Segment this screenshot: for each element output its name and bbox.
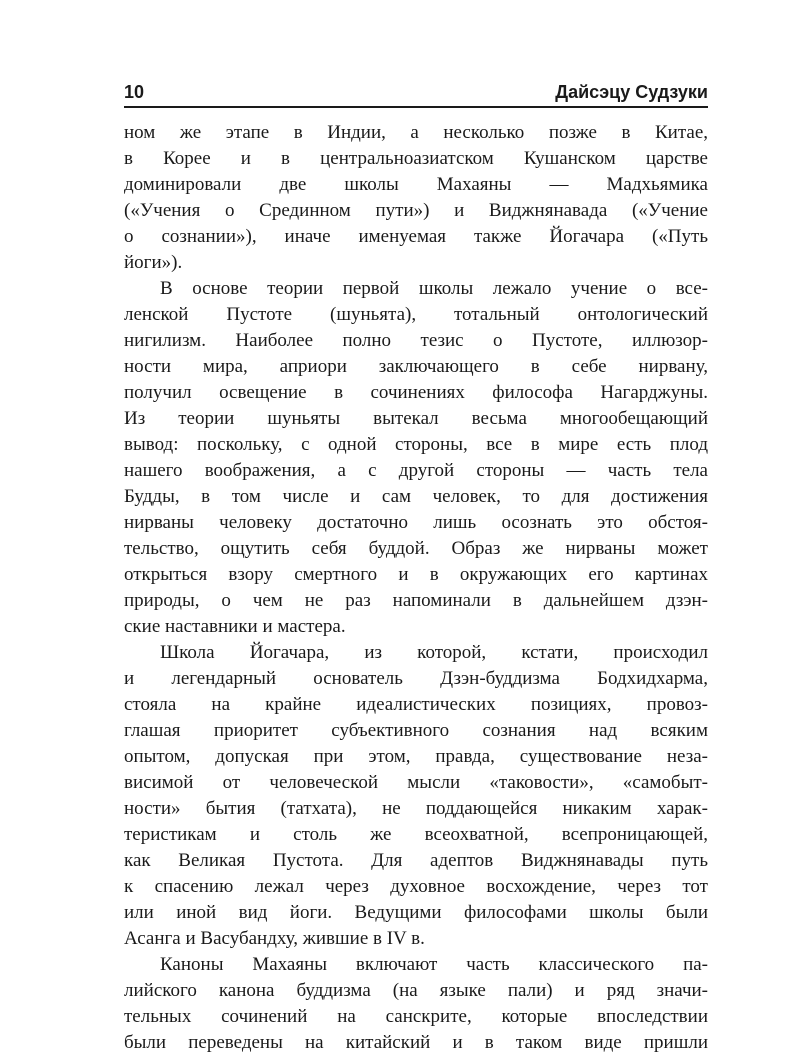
text-line: нигилизм. Наиболее полно тезис о Пустоте, иллюзор- [124, 330, 708, 351]
text-line: Из теории шуньяты вытекал весьма многообещающий [124, 408, 708, 429]
text-line: получил освещение в сочинениях философа Нагарджуны. [124, 382, 708, 403]
paragraph-3 [124, 640, 708, 952]
text-line: ленской Пустоте (шуньята), тотальный онтологический [124, 304, 708, 325]
text-line: Будды, в том числе и сам человек, то для достижения [124, 486, 708, 507]
text-line: ном же этапе в Индии, а несколько позже в Китае, [124, 122, 708, 143]
page-header [124, 80, 708, 108]
text-line: нашего воображения, а с другой стороны — часть тела [124, 460, 708, 481]
text-line: ности» бытия (татхата), не поддающейся никаким харак- [124, 798, 708, 819]
text-line: опытом, допуская при этом, правда, существование неза- [124, 746, 708, 767]
text-line: («Учения о Срединном пути») и Виджнянавада («Учение [124, 200, 708, 221]
text-line: Каноны Махаяны включают часть классического па- [160, 954, 708, 975]
text-line: были переведены на китайский и в таком виде пришли [124, 1032, 708, 1053]
text-line: Школа Йогачара, из которой, кстати, происходил [160, 642, 708, 663]
text-line: в Корее и в центральноазиатском Кушанском царстве [124, 148, 708, 169]
text-line: тельство, ощутить себя буддой. Образ же нирваны может [124, 538, 708, 559]
body-text [124, 120, 708, 1056]
paragraph-1 [124, 120, 708, 276]
text-line: Асанга и Васубандху, жившие в IV в. [124, 928, 425, 949]
text-line: ские наставники и мастера. [124, 616, 346, 637]
text-line: природы, о чем не раз напоминали в дальнейшем дзэн- [124, 590, 708, 611]
text-line: к спасению лежал через духовное восхождение, через тот [124, 876, 708, 897]
text-line: йоги»). [124, 252, 183, 273]
text-line: нирваны человеку достаточно лишь осознать это обстоя- [124, 512, 708, 533]
paragraph-4 [124, 952, 708, 1056]
text-line: тельных сочинений на санскрите, которые впоследствии [124, 1006, 708, 1027]
text-line: или иной вид йоги. Ведущими философами школы были [124, 902, 708, 923]
text-line: В основе теории первой школы лежало учение о все- [160, 278, 708, 299]
text-line: доминировали две школы Махаяны — Мадхьямика [124, 174, 708, 195]
text-line: вывод: поскольку, с одной стороны, все в мире есть плод [124, 434, 708, 455]
paragraph-2 [124, 276, 708, 640]
text-line: стояла на крайне идеалистических позициях, провоз- [124, 694, 708, 715]
text-line: ности мира, априори заключающего в себе нирвану, [124, 356, 708, 377]
text-line: теристикам и столь же всеохватной, всепроницающей, [124, 824, 708, 845]
text-line: открыться взору смертного и в окружающих его картинах [124, 564, 708, 585]
text-line: лийского канона буддизма (на языке пали) и ряд значи- [124, 980, 708, 1001]
text-line: как Великая Пустота. Для адептов Виджнянавады путь [124, 850, 708, 871]
text-line: о сознании»), иначе именуемая также Йогачара («Путь [124, 226, 708, 247]
page-number: 10 [124, 82, 145, 102]
text-line: висимой от человеческой мысли «таковости», «самобыт- [124, 772, 708, 793]
text-line: глашая приоритет субъективного сознания над всяким [124, 720, 708, 741]
running-head-author: Дайсэцу Судзуки [555, 82, 708, 102]
text-line: и легендарный основатель Дзэн-буддизма Бодхидхарма, [124, 668, 708, 689]
